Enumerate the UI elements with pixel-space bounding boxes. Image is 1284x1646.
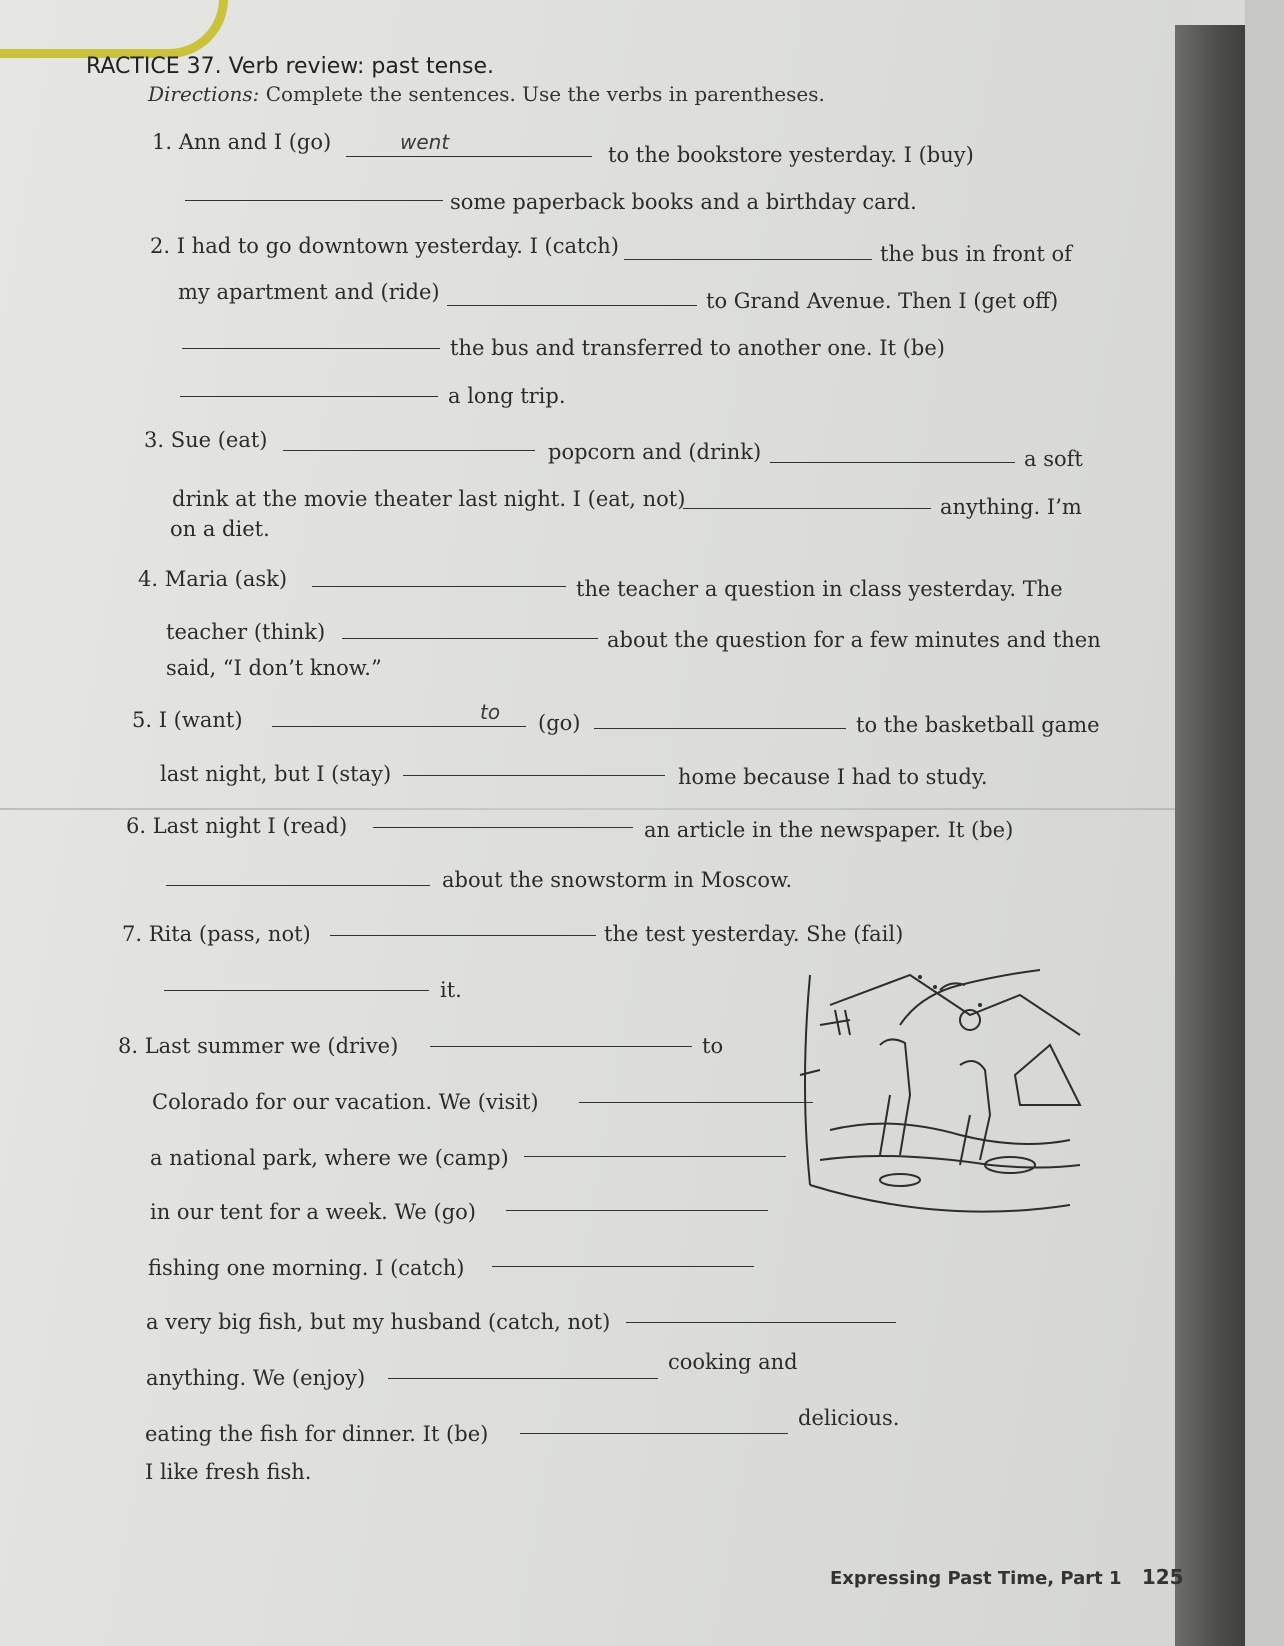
directions-label: Directions: [148,82,260,106]
exercise-line: in our tent for a week. We (go) [150,1200,476,1224]
exercise-line: about the question for a few minutes and then [607,628,1101,652]
fishing-illustration [790,965,1090,1255]
book-spine [1175,25,1245,1646]
exercise-line: 7. Rita (pass, not) [122,922,311,946]
exercise-line: anything. I’m [940,495,1082,519]
exercise-line: on a diet. [170,517,270,541]
answer-blank[interactable] [579,1102,813,1103]
exercise-line: fishing one morning. I (catch) [148,1256,465,1280]
answer-blank[interactable] [342,638,598,639]
exercise-line: said, “I don’t know.” [166,656,382,680]
answer-blank[interactable] [492,1266,754,1267]
answer-blank[interactable] [312,586,566,587]
handwritten-answer: to [480,700,501,724]
exercise-line: 2. I had to go downtown yesterday. I (catch) [150,234,619,258]
exercise-line: a very big fish, but my husband (catch, not) [146,1310,611,1334]
answer-blank[interactable] [346,156,592,157]
page-number: 125 [1141,1565,1184,1589]
exercise-line: my apartment and (ride) [178,280,440,304]
answer-blank[interactable] [180,396,438,397]
answer-blank[interactable] [272,726,526,727]
practice-title: RACTICE 37. Verb review: past tense. [86,54,495,79]
answer-blank[interactable] [330,935,596,936]
exercise-line: I like fresh fish. [145,1460,312,1484]
answer-blank[interactable] [166,885,430,886]
page-footer [830,1565,1184,1589]
exercise-line: delicious. [798,1406,900,1430]
exercise-line: to [702,1034,724,1058]
exercise-line: 4. Maria (ask) [138,567,288,591]
answer-blank[interactable] [524,1156,786,1157]
exercise-line: Colorado for our vacation. We (visit) [152,1090,539,1114]
exercise-line: drink at the movie theater last night. I (eat, not) [172,487,686,511]
exercise-line: the teacher a question in class yesterday. The [576,577,1063,601]
exercise-line: to the bookstore yesterday. I (buy) [608,143,974,167]
exercise-line: a national park, where we (camp) [150,1146,509,1170]
exercise-line: 8. Last summer we (drive) [118,1034,399,1058]
exercise-line: 3. Sue (eat) [144,428,268,452]
exercise-line: teacher (think) [166,620,326,644]
answer-blank[interactable] [185,200,443,201]
exercise-line: the bus in front of [880,242,1072,266]
exercise-line: about the snowstorm in Moscow. [442,868,793,892]
answer-blank[interactable] [594,728,846,729]
exercise-line: anything. We (enjoy) [146,1366,366,1390]
answer-blank[interactable] [626,1322,896,1323]
answer-blank[interactable] [182,348,440,349]
exercise-line: the bus and transferred to another one. It (be) [450,336,945,360]
exercise-line: 6. Last night I (read) [126,814,348,838]
exercise-line: popcorn and (drink) [548,440,762,464]
answer-blank[interactable] [283,450,535,451]
exercise-line: home because I had to study. [678,765,988,789]
answer-blank[interactable] [520,1433,788,1434]
directions-text: Complete the sentences. Use the verbs in parentheses. [259,82,825,106]
answer-blank[interactable] [447,305,697,306]
exercise-line: eating the fish for dinner. It (be) [145,1422,489,1446]
directions [148,82,825,106]
answer-blank[interactable] [388,1378,658,1379]
answer-blank[interactable] [430,1046,692,1047]
answer-blank[interactable] [403,775,665,776]
exercise-line: to Grand Avenue. Then I (get off) [706,289,1059,313]
exercise-line: (go) [538,711,581,735]
exercise-line: a long trip. [448,384,566,408]
footer-section: Expressing Past Time, Part 1 [830,1568,1122,1589]
exercise-line: 5. I (want) [132,708,243,732]
answer-blank[interactable] [770,462,1015,463]
exercise-line: the test yesterday. She (fail) [604,922,904,946]
answer-blank[interactable] [164,990,429,991]
exercise-line: to the basketball game [856,713,1100,737]
answer-blank[interactable] [373,827,633,828]
exercise-line: it. [440,978,462,1002]
exercise-line: some paperback books and a birthday card. [450,190,917,214]
exercise-line: last night, but I (stay) [160,762,392,786]
page-edge [1245,0,1284,1646]
answer-blank[interactable] [506,1210,768,1211]
exercise-line: a soft [1024,447,1083,471]
exercise-line: cooking and [668,1350,798,1374]
handwritten-answer: went [400,130,450,154]
exercise-line: an article in the newspaper. It (be) [644,818,1014,842]
paper-clip [0,0,228,58]
page-fold-crease [0,808,1175,810]
answer-blank[interactable] [683,508,931,509]
answer-blank[interactable] [624,259,872,260]
exercise-line: 1. Ann and I (go) [152,130,332,154]
